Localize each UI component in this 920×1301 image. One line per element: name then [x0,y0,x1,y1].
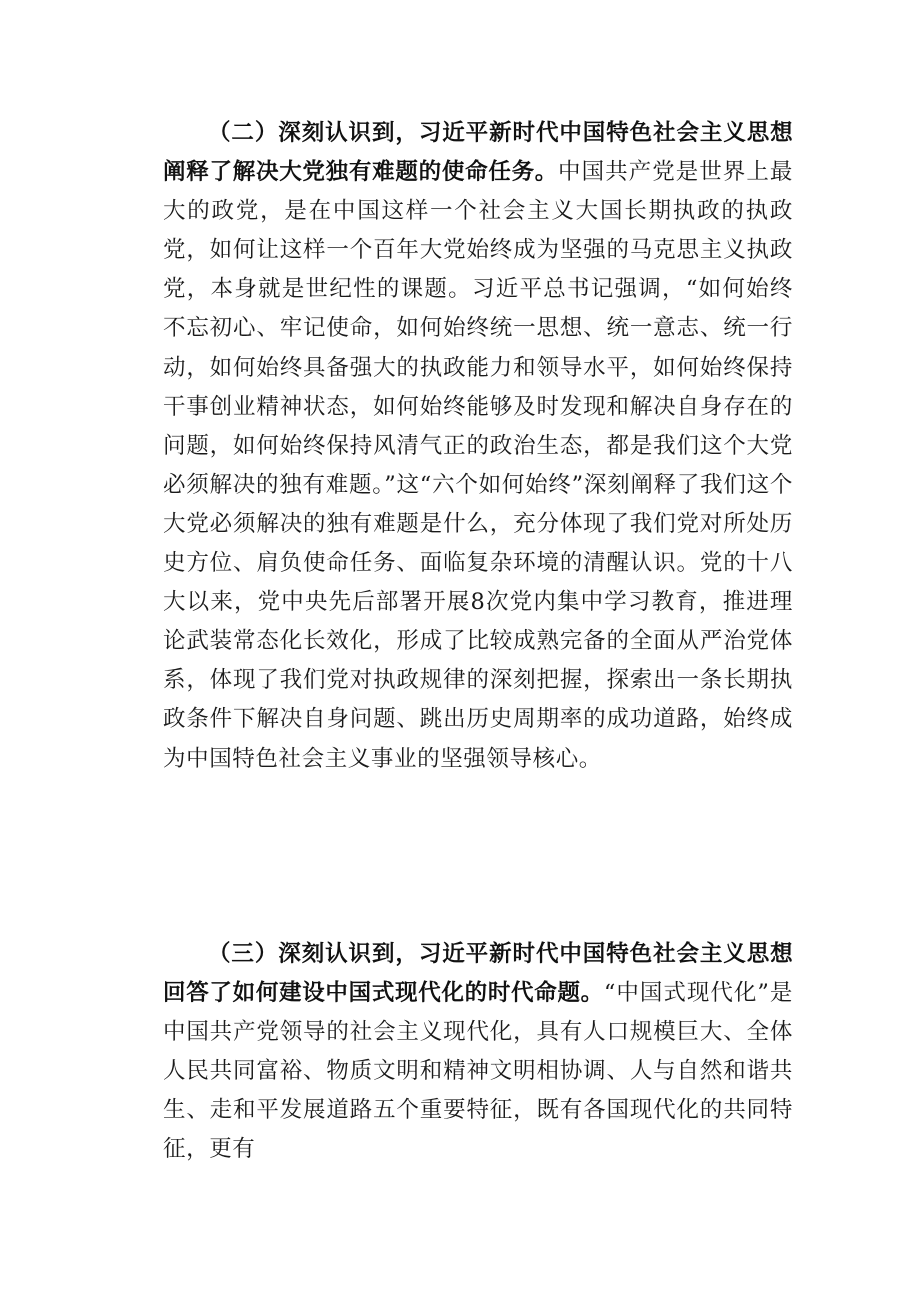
section-heading: （三）深刻认识到，习近平新时代中国特色社会主义思想回答了如何建设中国式现代化的时代命题。 [163,941,793,1007]
paragraph-block [163,935,793,1170]
paragraph-block [163,114,793,779]
section-heading: （二）深刻认识到，习近平新时代中国特色社会主义思想阐释了解决大党独有难题的使命任务。 [163,120,793,186]
paragraph-body: 中国共产党是世界上最大的政党，是在中国这样一个社会主义大国长期执政的执政党，如何让这样一个百年大党始终成为坚强的马克思主义执政党，本身就是世纪性的课题。习近平总书记强调，“如何始终不忘初心、牢记使命，如何始终统一思想、统一意志、统一行动，如何始终具备强大的执政能力和领导水平，如何始终保持干事创业精神状态，如何始终能够及时发现和解决自身存在的问题，如何始终保持风清气正的政治生态，都是我们这个大党必须解决的独有难题。”这“六个如何始终”深刻阐释了我们这个大党必须解决的独有难题是什么，充分体现了我们党对所处历史方位、肩负使命任务、面临复杂环境的清醒认识。党的十八大以来，党中央先后部署开展8次党内集中学习教育，推进理论武装常态化长效化，形成了比较成熟完备的全面从严治党体系，体现了我们党对执政规律的深刻把握，探索出一条长期执政条件下解决自身问题、跳出历史周期率的成功道路，始终成为中国特色社会主义事业的坚强领导核心。 [163,159,793,772]
paragraph [163,935,793,1170]
paragraph-body: “中国式现代化”是中国共产党领导的社会主义现代化，具有人口规模巨大、全体人民共同富裕、物质文明和精神文明相协调、人与自然和谐共生、走和平发展道路五个重要特征，既有各国现代化的共同特征，更有 [163,980,794,1163]
paragraph [163,114,793,779]
